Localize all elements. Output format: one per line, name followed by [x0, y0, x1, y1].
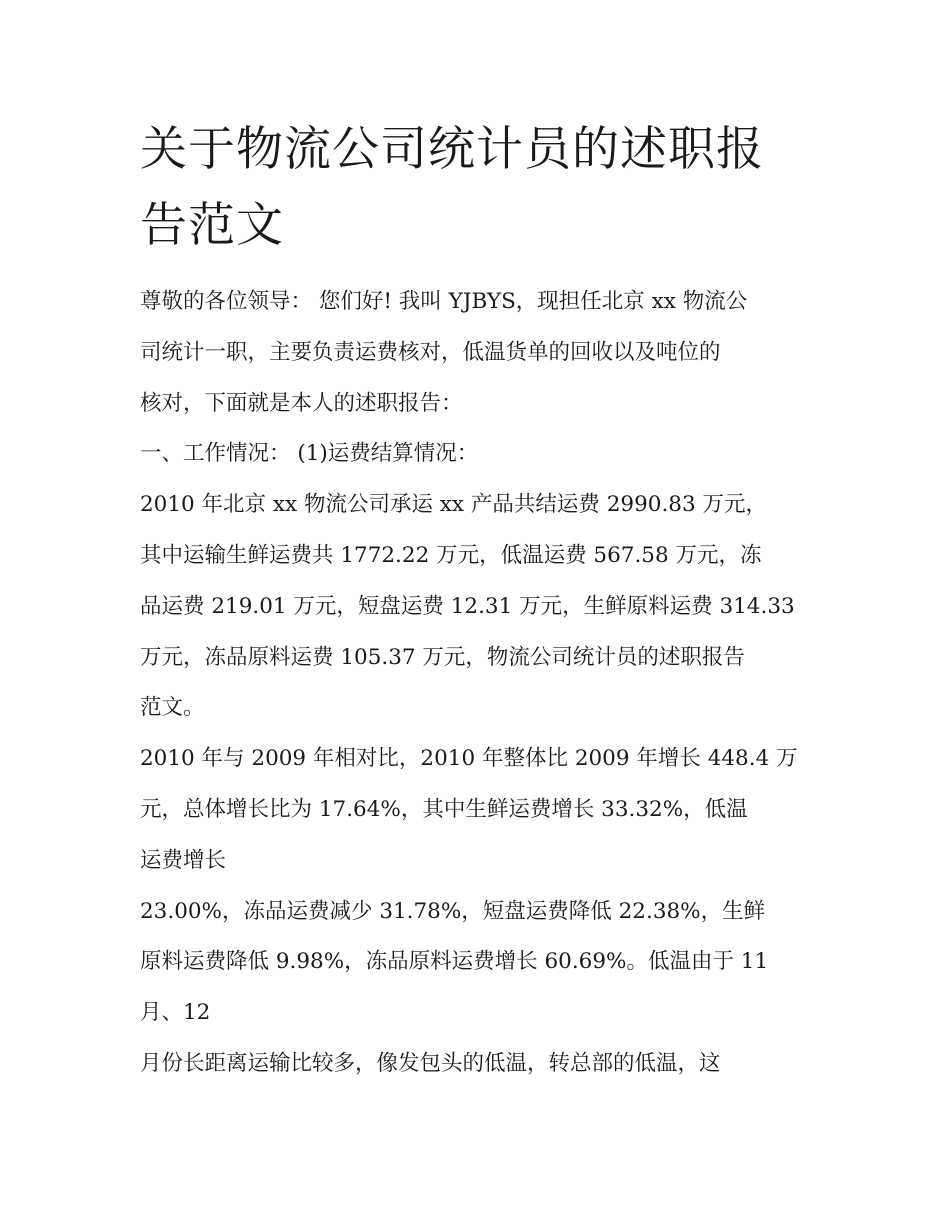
- body-line: 元，总体增长比为 17.64%，其中生鲜运费增长 33.32%，低温: [140, 796, 748, 822]
- body-line: 范文。: [140, 695, 205, 721]
- body-line: 其中运输生鲜运费共 1772.22 万元，低温运费 567.58 万元，冻: [140, 542, 762, 568]
- section-heading-line: 一、工作情况： (1)运费结算情况：: [140, 441, 479, 467]
- body-line: 2010 年与 2009 年相对比，2010 年整体比 2009 年增长 448.4 万: [140, 746, 798, 772]
- document-title: [140, 112, 820, 264]
- title-line-2: 告范文: [140, 198, 284, 253]
- body-line: 司统计一职，主要负责运费核对，低温货单的回收以及吨位的: [140, 339, 721, 365]
- title-line-1: 关于物流公司统计员的述职报: [140, 122, 764, 177]
- body-line: 尊敬的各位领导： 您们好! 我叫 YJBYS，现担任北京 xx 物流公: [140, 289, 748, 314]
- body-line: 核对，下面就是本人的述职报告：: [140, 390, 463, 416]
- body-line: 月份长距离运输比较多，像发包头的低温，转总部的低温，这: [140, 1050, 721, 1076]
- body-line: 月、12: [140, 1000, 211, 1026]
- body-line: 品运费 219.01 万元，短盘运费 12.31 万元，生鲜原料运费 314.33: [140, 593, 795, 619]
- document-body: [140, 277, 830, 1090]
- body-line: 23.00%，冻品运费减少 31.78%，短盘运费降低 22.38%，生鲜: [140, 898, 766, 924]
- body-line: 原料运费降低 9.98%，冻品原料运费增长 60.69%。低温由于 11: [140, 949, 769, 975]
- body-line: 万元，冻品原料运费 105.37 万元，物流公司统计员的述职报告: [140, 644, 745, 670]
- body-line: 2010 年北京 xx 物流公司承运 xx 产品共结运费 2990.83 万元，: [140, 492, 767, 518]
- body-line: 运费增长: [140, 847, 227, 873]
